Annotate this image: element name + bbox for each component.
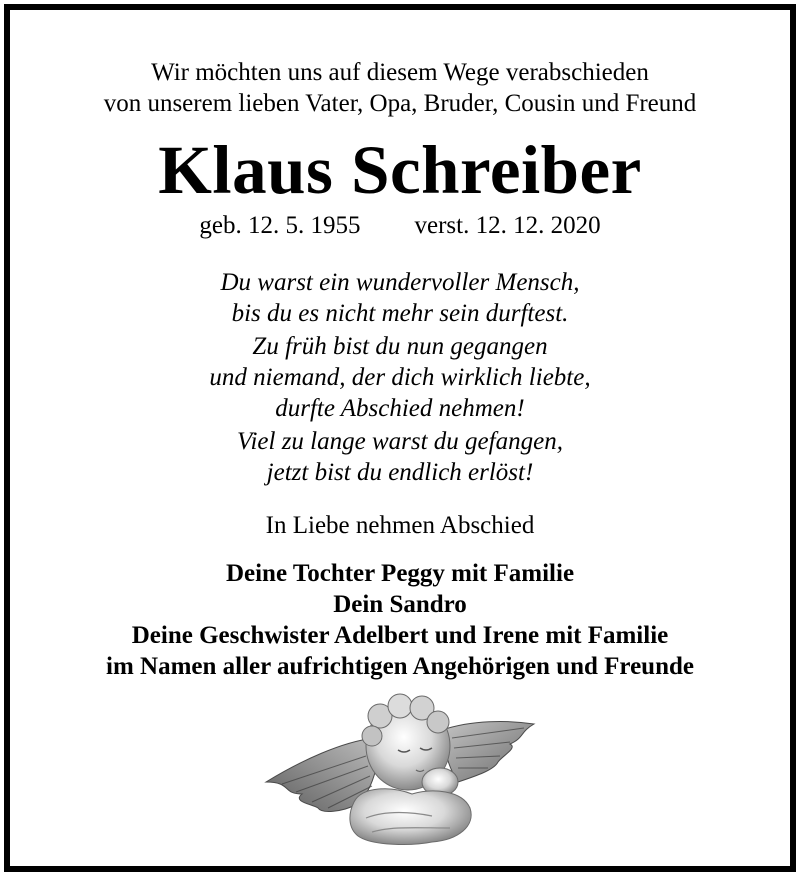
life-dates [0,210,800,241]
mourner-line: Deine Geschwister Adelbert und Irene mit Familie [131,622,669,649]
closing-phrase: In Liebe nehmen Abschied [265,512,535,539]
angel-cherub-icon [262,690,538,850]
mourner-line: im Namen aller aufrichtigen Angehörigen und Freunde [106,653,694,680]
poem-line: durfte Abschied nehmen! [275,395,525,422]
death-date: verst. 12. 12. 2020 [414,212,601,239]
poem-line: und niemand, der dich wirklich liebte, [209,364,591,391]
intro-line-1: Wir möchten uns auf diesem Wege verabschieden [151,59,649,86]
mourner-line: Deine Tochter Peggy mit Familie [225,560,575,587]
birth-date: geb. 12. 5. 1955 [199,212,361,239]
poem-line: Zu früh bist du nun gegangen [252,333,548,360]
deceased-name: Klaus Schreiber [158,132,642,208]
poem-line: Viel zu lange warst du gefangen, [237,428,563,455]
poem-line: Du warst ein wundervoller Mensch, [220,269,580,296]
intro-line-2: von unserem lieben Vater, Opa, Bruder, Cousin und Freund [103,90,697,117]
poem-line: jetzt bist du endlich erlöst! [266,459,534,486]
poem-line: bis du es nicht mehr sein durftest. [231,300,569,327]
mourner-line: Dein Sandro [333,591,467,618]
